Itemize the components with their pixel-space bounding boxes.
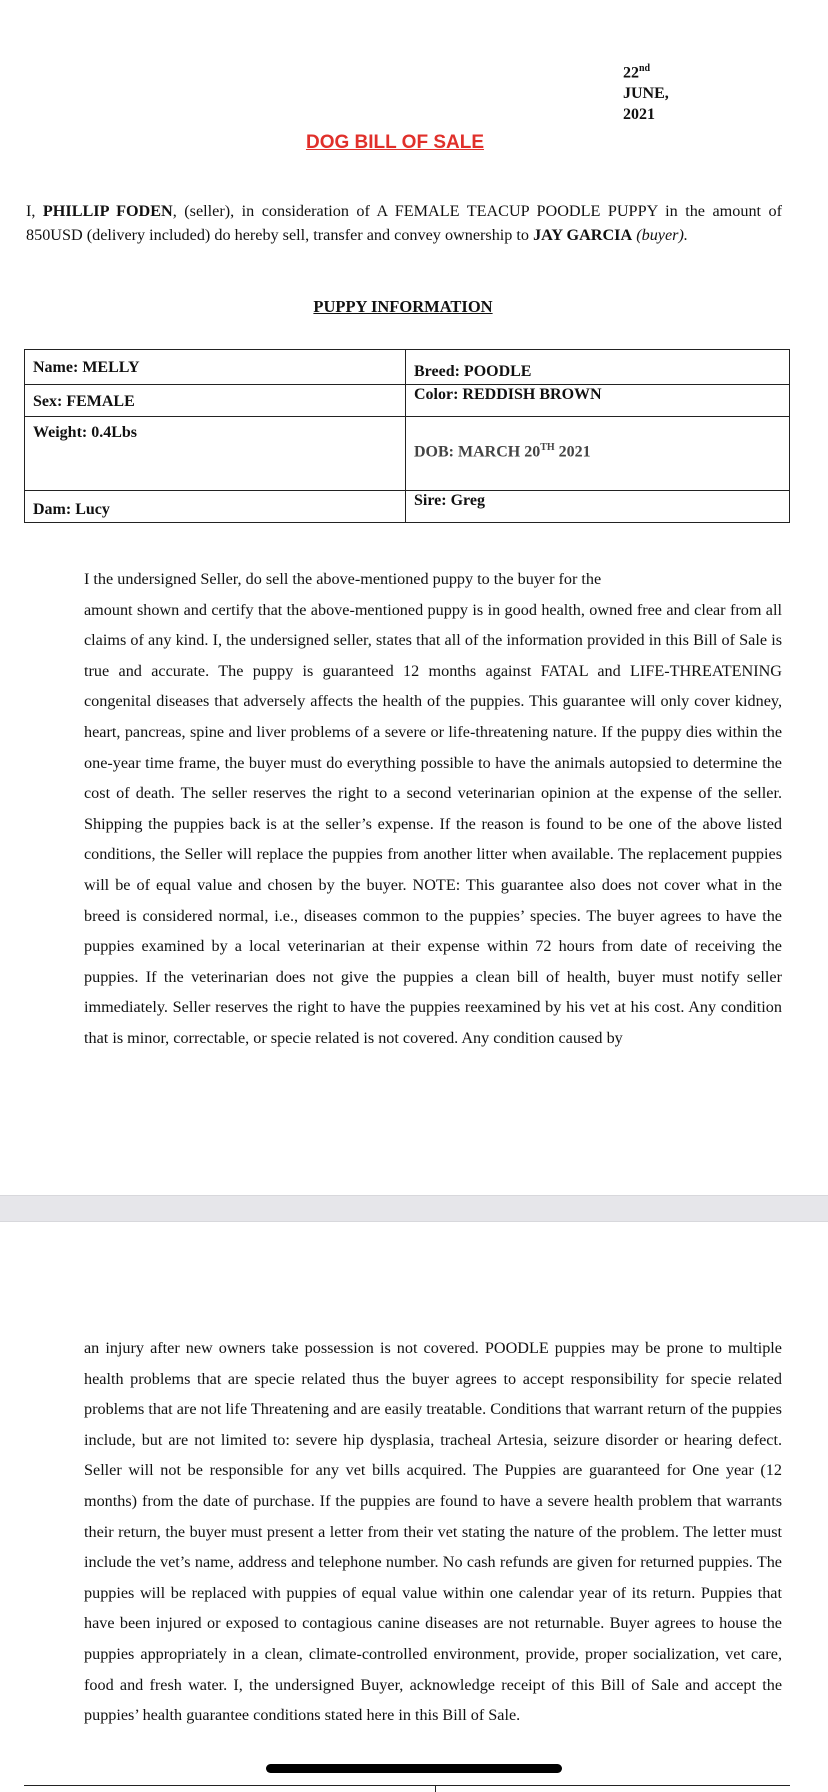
puppy-weight: Weight: 0.4Lbs: [33, 424, 138, 441]
intro-text-1: I,: [26, 202, 43, 220]
puppy-sex: Sex: FEMALE: [33, 393, 135, 410]
puppy-info-heading: PUPPY INFORMATION: [313, 297, 493, 316]
buyer-name: JAY GARCIA: [533, 226, 633, 244]
sale-date: [623, 58, 669, 125]
seller-name: PHILLIP FODEN: [42, 202, 173, 220]
puppy-color: Color: REDDISH BROWN: [414, 386, 602, 403]
guarantee-body-page-2: an injury after new owners take possession is not covered. POODLE puppies may be prone to multiple health problems that are specie related thus the buyer agrees to accept responsibility for specie related problems that are not life Threatening and are easily treatable. Conditions that warrant return of the puppies include, but are not limited to: severe hip dysplasia, tracheal Artesia, seizure disorder or hearing defect. Seller will not be responsible for any vet bills acquired. The Puppies are guaranteed for One year (12 months) from the date of purchase. If the puppies are found to have a severe health problem that warrants their return, the buyer must present a letter from their vet stating the nature of the problem. The letter must include the vet’s name, address and telephone number. No cash refunds are given for returned puppies. The puppies will be replaced with puppies of equal value within one calendar year of its return. Puppies that have been injured or exposed to contagious canine diseases are not returnable. Buyer agrees to house the puppies appropriately in a clean, climate-controlled environment, provide, proper socialization, vet care, food and fresh water. I, the undersigned Buyer, acknowledge receipt of this Bill of Sale and accept the puppies’ health guarantee conditions stated here in this Bill of Sale.: [84, 1339, 782, 1725]
puppy-breed-cell: [406, 350, 790, 385]
puppy-sire: Sire: Greg: [414, 492, 485, 509]
table-top-border: [24, 1785, 790, 1786]
intro-text-2: , (seller), in consideration of A FEMALE TEACUP POODLE PUPPY in the amount of 850USD (delivery included) do hereby sell, transfer and convey ownership to: [26, 202, 782, 244]
dob-suffix: TH: [540, 442, 555, 453]
puppy-dam: Dam: Lucy: [33, 501, 110, 518]
date-day: 22: [623, 64, 639, 82]
puppy-sire-cell: [406, 491, 790, 523]
buyer-role: (buyer).: [636, 226, 688, 244]
guarantee-body-page-1: amount shown and certify that the above-mentioned puppy is in good health, owned free and clear from all claims of any kind. I, the undersigned seller, states that all of the information provided in this Bill of Sale is true and accurate. The puppy is guaranteed 12 months against FATAL and LIFE-THREATENING congenital diseases that adversely affects the health of the puppies. This guarantee will only cover kidney, heart, pancreas, spine and liver problems of a severe or life-threatening nature. If the puppy dies within the one-year time frame, the buyer must do everything possible to have the animals autopsied to determine the cost of death. The seller reserves the right to a second veterinarian opinion at the expense of the seller. Shipping the puppies back is at the seller’s expense. If the reason is found to be one of the above listed conditions, the Seller will replace the puppies from another litter when available. The replacement puppies will be of equal value and chosen by the buyer. NOTE: This guarantee also does not cover what in the breed is considered normal, i.e., diseases common to the puppies’ species. The buyer agrees to have the puppies examined by a local veterinarian at their expense within 72 hours from date of receiving the puppies. If the veterinarian does not give the puppies a clean bill of health, buyer must notify seller immediately. Seller reserves the right to have the puppies reexamined by his vet at his cost. Any condition that is minor, correctable, or specie related is not covered. Any condition caused by: [84, 600, 782, 1047]
puppy-dob: [414, 417, 781, 461]
guarantee-text-page-1: [84, 564, 782, 1054]
page-separator: [0, 1195, 828, 1222]
table-column-divider: [435, 1785, 436, 1792]
document-title: DOG BILL OF SALE: [305, 132, 485, 153]
puppy-info-table: [24, 349, 790, 523]
date-month: JUNE,: [623, 85, 669, 103]
puppy-weight-cell: [25, 417, 406, 491]
puppy-name-cell: [25, 350, 406, 385]
dob-prefix: DOB: MARCH 20: [414, 443, 541, 461]
dob-year: 2021: [554, 443, 591, 461]
puppy-name: Name: MELLY: [33, 359, 140, 376]
home-indicator[interactable]: [266, 1764, 562, 1773]
puppy-dob-cell: [406, 417, 790, 491]
puppy-breed: Breed: POODLE: [414, 363, 532, 380]
intro-paragraph: [26, 199, 782, 247]
date-year: 2021: [623, 106, 655, 124]
puppy-color-cell: [406, 385, 790, 417]
puppy-sex-cell: [25, 385, 406, 417]
guarantee-first-line: I the undersigned Seller, do sell the above-mentioned puppy to the buyer for the: [84, 570, 602, 588]
puppy-dam-cell: [25, 491, 406, 523]
date-suffix: nd: [639, 63, 651, 74]
